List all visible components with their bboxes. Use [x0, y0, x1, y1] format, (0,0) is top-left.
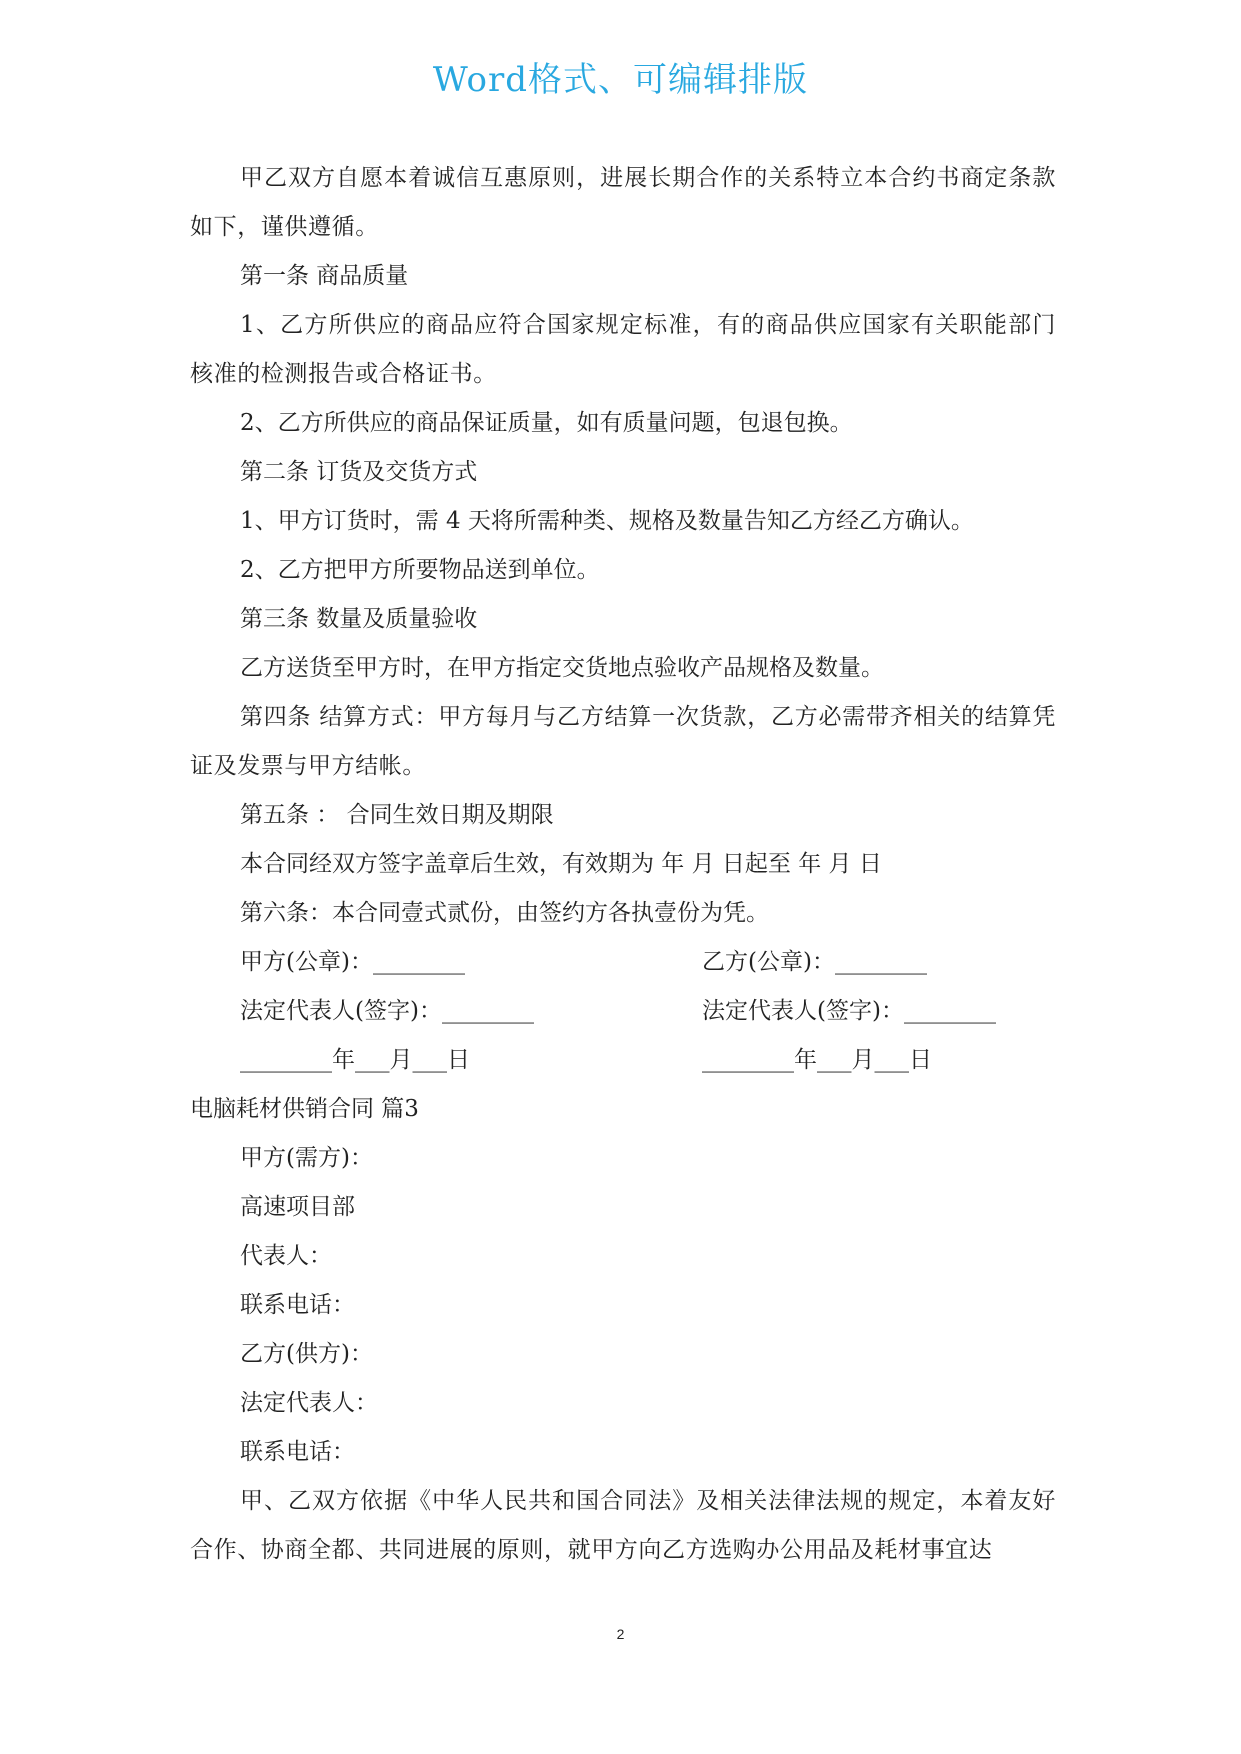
article-3-body: 乙方送货至甲方时，在甲方指定交货地点验收产品规格及数量。 [240, 655, 884, 681]
page-header-title: Word格式、可编辑排版 [432, 60, 809, 100]
section-3-intro-paragraph: 甲、乙双方依据《中华人民共和国合同法》及相关法律法规的规定，本着友好合作、协商全都、共同进展的原则，就甲方向乙方选购办公用品及耗材事宜达 [190, 1488, 1056, 1563]
article-2-heading: 第二条 订货及交货方式 [240, 459, 478, 485]
party-b-label: 乙方(供方)： [240, 1341, 373, 1367]
article-1-clause-2: 2、乙方所供应的商品保证质量，如有质量问题，包退包换。 [240, 410, 853, 436]
party-b-rep-line: 法定代表人(签字)：________ [702, 998, 996, 1024]
article-3-heading: 第三条 数量及质量验收 [240, 606, 478, 632]
party-b-date-line: ________年___月___日 [702, 1047, 932, 1073]
article-1-heading: 第一条 商品质量 [240, 263, 409, 289]
party-a-label: 甲方(需方)： [240, 1145, 373, 1171]
document-body [190, 154, 1056, 1575]
article-6-body: 第六条：本合同壹式贰份，由签约方各执壹份为凭。 [240, 900, 769, 926]
article-4-body: 第四条 结算方式：甲方每月与乙方结算一次货款，乙方必需带齐相关的结算凭证及发票与甲方结帐。 [190, 704, 1056, 779]
party-a-rep-line: 法定代表人(签字)：________ [240, 998, 534, 1024]
article-5-body: 本合同经双方签字盖章后生效，有效期为 年 月 日起至 年 月 日 [240, 851, 882, 877]
article-1-clause-1: 1、乙方所供应的商品应符合国家规定标准，有的商品供应国家有关职能部门核准的检测报告或合格证书。 [190, 312, 1056, 387]
signature-rep-row [190, 987, 1056, 1036]
party-b-legal-rep: 法定代表人： [240, 1390, 378, 1416]
page-number: 2 [616, 1626, 625, 1642]
party-b-seal-line: 乙方(公章)：________ [702, 949, 927, 975]
signature-seal-row [190, 938, 1056, 987]
article-5-heading: 第五条 ： 合同生效日期及期限 [240, 802, 554, 828]
party-a-phone: 联系电话： [240, 1292, 355, 1318]
contract-intro-paragraph: 甲乙双方自愿本着诚信互惠原则，进展长期合作的关系特立本合约书商定条款如下，谨供遵循。 [190, 165, 1056, 240]
party-b-phone: 联系电话： [240, 1439, 355, 1465]
signature-date-row [190, 1036, 1056, 1085]
party-a-representative: 代表人： [240, 1243, 332, 1269]
party-a-seal-line: 甲方(公章)：________ [240, 949, 465, 975]
section-3-heading: 电脑耗材供销合同 篇3 [190, 1096, 419, 1122]
article-2-clause-1: 1、甲方订货时，需 4 天将所需种类、规格及数量告知乙方经乙方确认。 [240, 508, 974, 534]
party-a-department: 高速项目部 [240, 1194, 355, 1220]
article-2-clause-2: 2、乙方把甲方所要物品送到单位。 [240, 557, 600, 583]
party-a-date-line: ________年___月___日 [240, 1047, 470, 1073]
